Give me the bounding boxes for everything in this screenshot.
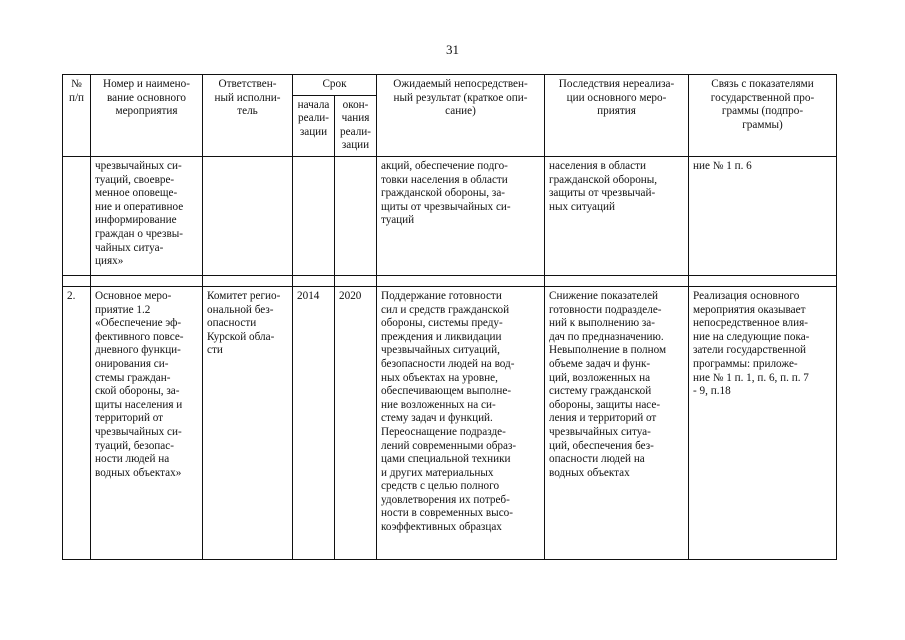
- page-number: 31: [446, 42, 459, 57]
- table-row: [63, 286, 837, 559]
- separator-cell: [91, 275, 203, 286]
- cell-responsible: Комитет регио- ональной без- опасности Курской обла- сти: [203, 286, 293, 559]
- cell-name: Основное меро- приятие 1.2 «Обеспечение эф- фективного повсе- дневного функци- онирования си- стемы граждан- ской обороны, за- щиты населения и территорий от чрезвычайных си- туаций, безопас- ности людей на водных объектах»: [91, 286, 203, 559]
- cell-consequences: населения в области гражданской обороны, защиты от чрезвычай- ных ситуаций: [545, 156, 689, 275]
- cell-consequences: Снижение показателей готовности подразделе- ний к выполнению за- дач по предназначению. Невыполнение в полном объеме задач и функ- ций, возложенных на систему гражданской обороны, защиты насе- ления и территорий от чрезвычайных ситуа- ций, обеспечения без- опасности людей на водных объектах: [545, 286, 689, 559]
- cell-responsible: [203, 156, 293, 275]
- cell-num: [63, 156, 91, 275]
- cell-result: Поддержание готовности сил и средств гражданской обороны, системы преду- преждения и ликвидации чрезвычайных ситуаций, безопасности людей на вод- ных объектах на уровне, обеспечивающем выполне- ние возложенных на си- стему задач и функций. Переоснащение подразде- лений современными образ- цами специальной техники и других материальных средств с целью полного удовлетворения их потреб- ности в современных высо- коэффективных образцах: [377, 286, 545, 559]
- separator-cell: [63, 275, 91, 286]
- header-link: Связь с показателями государственной про- граммы (подпро- граммы): [689, 75, 837, 157]
- cell-start: 2014: [293, 286, 335, 559]
- header-row: [63, 75, 837, 96]
- measures-table: [62, 74, 837, 560]
- cell-link: ние № 1 п. 6: [689, 156, 837, 275]
- cell-end: [335, 156, 377, 275]
- separator-cell: [377, 275, 545, 286]
- table-row: [63, 156, 837, 275]
- header-end: окон- чания реали- зации: [335, 95, 377, 156]
- header-result: Ожидаемый непосредствен- ный результат (краткое опи- сание): [377, 75, 545, 157]
- header-start: начала реали- зации: [293, 95, 335, 156]
- cell-num: 2.: [63, 286, 91, 559]
- cell-end: 2020: [335, 286, 377, 559]
- cell-link: Реализация основного мероприятия оказывает непосредственное влия- ние на следующие пока- затели государственной программы: приложе- ние № 1 п. 1, п. 6, п. п. 7 - 9, п.18: [689, 286, 837, 559]
- header-responsible: Ответствен- ный исполни- тель: [203, 75, 293, 157]
- header-consequences: Последствия нереализа- ции основного меро- приятия: [545, 75, 689, 157]
- cell-start: [293, 156, 335, 275]
- separator-cell: [203, 275, 293, 286]
- header-num: № п/п: [63, 75, 91, 157]
- row-separator: [63, 275, 837, 286]
- header-term: Срок: [293, 75, 377, 96]
- cell-name: чрезвычайных си- туаций, своевре- менное оповеще- ние и оперативное информирование граждан о чрезвы- чайных ситуа- циях»: [91, 156, 203, 275]
- separator-cell: [335, 275, 377, 286]
- header-name: Номер и наимено- вание основного мероприятия: [91, 75, 203, 157]
- separator-cell: [689, 275, 837, 286]
- separator-cell: [293, 275, 335, 286]
- separator-cell: [545, 275, 689, 286]
- cell-result: акций, обеспечение подго- товки населения в области гражданской обороны, за- щиты от чрезвычайных си- туаций: [377, 156, 545, 275]
